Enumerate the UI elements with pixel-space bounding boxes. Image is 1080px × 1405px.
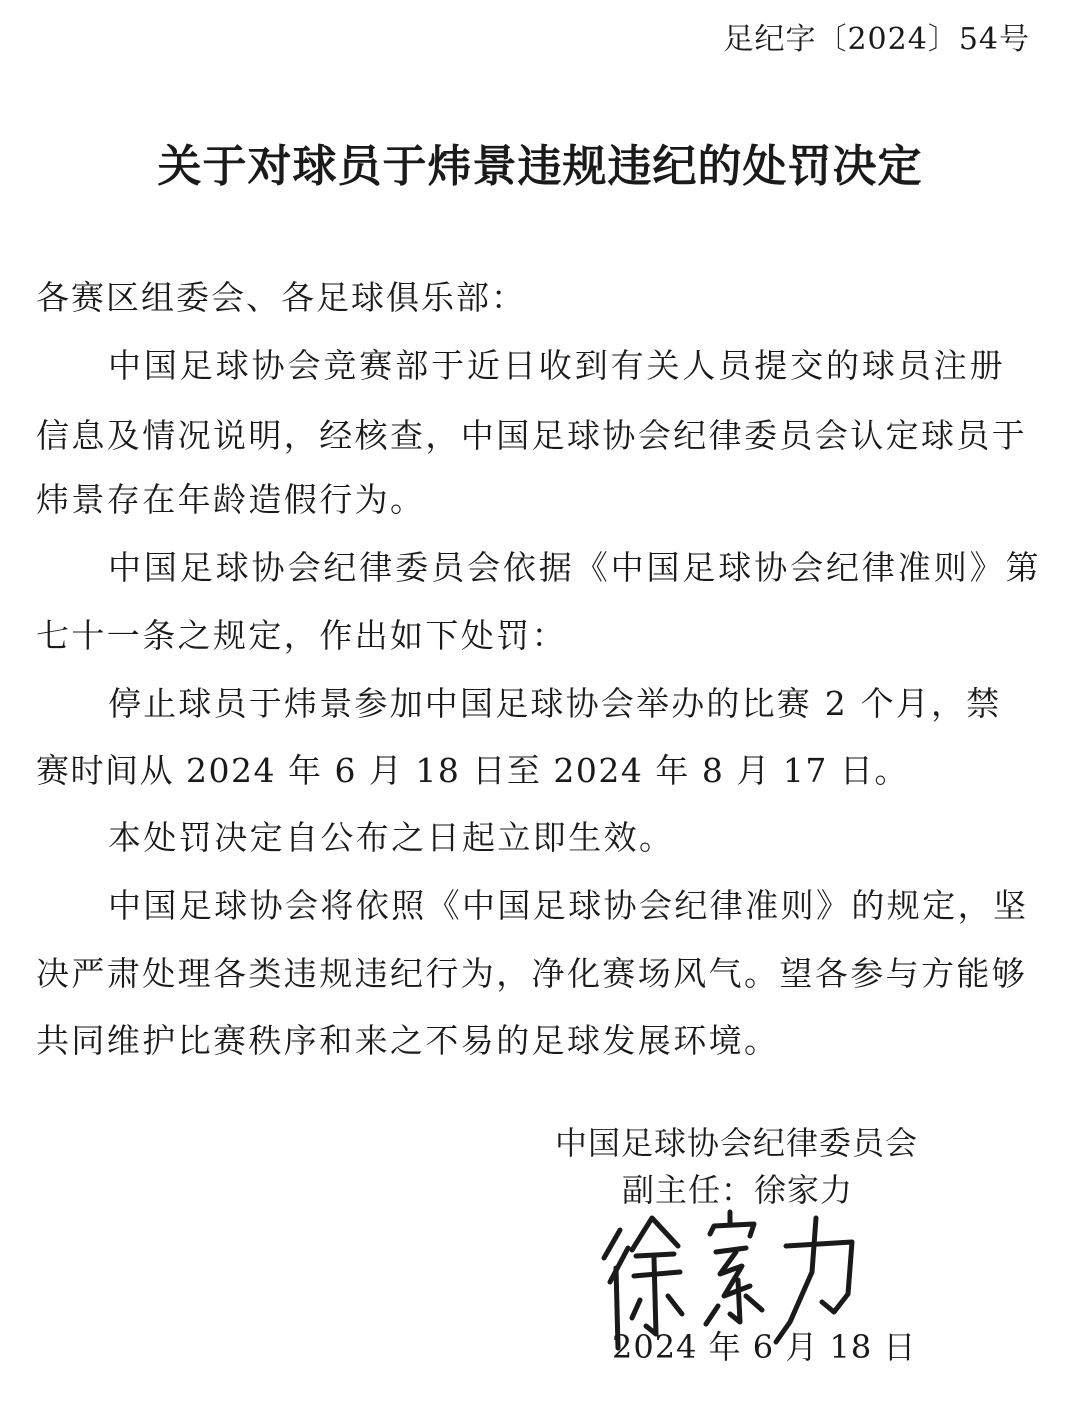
body-line: 中国足球协会将依照《中国足球协会纪律准则》的规定，坚 (108, 886, 1029, 925)
issuer-name: 中国足球协会纪律委员会 (555, 1124, 919, 1162)
body-line: 七十一条之规定，作出如下处罚： (36, 616, 567, 655)
body-line: 决严肃处理各类违规违纪行为，净化赛场风气。望各参与方能够 (36, 954, 1028, 993)
body-line: 本处罚决定自公布之日起立即生效。 (108, 818, 675, 857)
document-title: 关于对球员于炜景违规违纪的处罚决定 (157, 141, 923, 192)
body-line: 共同维护比赛秩序和来之不易的足球发展环境。 (36, 1021, 780, 1060)
body-line: 信息及情况说明，经核查，中国足球协会纪律委员会认定球员于 (36, 416, 1028, 455)
body-line: 炜景存在年龄造假行为。 (36, 480, 426, 519)
document-number: 足纪字〔2024〕54号 (723, 22, 1030, 57)
salutation: 各赛区组委会、各足球俱乐部： (36, 278, 526, 317)
signatory-title: 副主任：徐家力 (622, 1171, 854, 1209)
body-line: 停止球员于炜景参加中国足球协会举办的比赛 2 个月，禁 (108, 684, 1002, 723)
body-line: 中国足球协会竞赛部于近日收到有关人员提交的球员注册 (108, 346, 1006, 385)
document-date: 2024 年 6 月 18 日 (612, 1328, 917, 1366)
body-line: 赛时间从 2024 年 6 月 18 日至 2024 年 8 月 17 日。 (36, 751, 909, 790)
body-line: 中国足球协会纪律委员会依据《中国足球协会纪律准则》第 (108, 548, 1042, 587)
